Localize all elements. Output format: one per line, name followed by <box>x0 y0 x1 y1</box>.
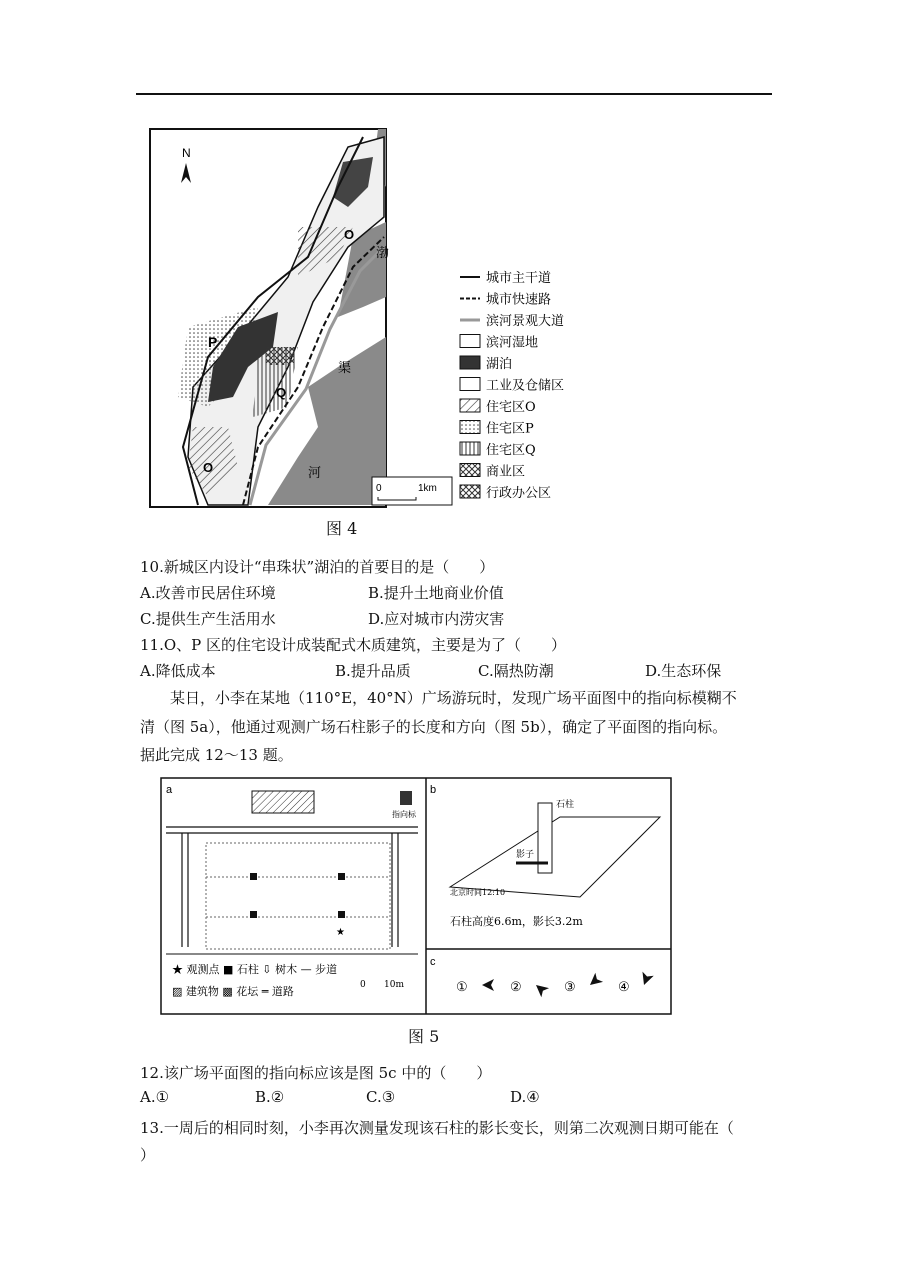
river-label-2: 渠 <box>338 361 352 376</box>
residential-p-icon <box>460 421 480 434</box>
question-10-stem: 10.新城区内设计“串珠状”湖泊的首要目的是（ ） <box>140 558 495 576</box>
q10-option-a: A.改善市民居住环境 <box>140 584 276 602</box>
legend-label: 行政办公区 <box>486 486 552 501</box>
legend-item-residential-q <box>460 442 536 458</box>
q12-option-a: A.① <box>140 1088 170 1106</box>
commercial-icon <box>460 464 480 477</box>
label-o: O <box>344 227 355 242</box>
legend-label: 城市快速路 <box>486 292 552 308</box>
figure-4-map <box>148 127 568 511</box>
legend-item-wetland <box>460 335 538 351</box>
svg-text:北京时间12:10: 北京时间12:10 <box>450 888 506 897</box>
panel-b-label: b <box>430 784 437 796</box>
legend-label: 滨河景观大道 <box>486 314 565 329</box>
question-11-stem: 11.O、P 区的住宅设计成装配式木质建筑，主要是为了（ ） <box>140 636 567 654</box>
svg-text:0: 0 <box>360 980 366 990</box>
legend-item-expressway <box>460 292 551 308</box>
svg-text:石柱: 石柱 <box>556 800 575 810</box>
q11-option-c: C.隔热防潮 <box>478 662 554 680</box>
panel-c-label: c <box>430 956 436 968</box>
figure-5 <box>160 777 672 1015</box>
q10-option-b: B.提升土地商业价值 <box>368 584 504 602</box>
label-q: Q <box>276 385 287 400</box>
q11-option-a: A.降低成本 <box>140 662 216 680</box>
legend-label: 滨河湿地 <box>486 335 539 351</box>
q11-option-d: D.生态环保 <box>645 662 722 680</box>
passage-line-3: 据此完成 12～13 题。 <box>140 746 293 764</box>
svg-text:10m: 10m <box>384 980 404 990</box>
legend-item-commercial <box>460 464 525 480</box>
legend-label: 湖泊 <box>486 357 513 372</box>
passage-line-1: 某日，小李在某地（110°E，40°N）广场游玩时，发现广场平面图中的指向标模糊不 <box>170 689 737 707</box>
question-13-stem-end: ） <box>140 1146 156 1164</box>
legend-label: 商业区 <box>486 464 526 480</box>
legend-row-2: ▨ 建筑物 ▩ 花坛 ═ 道路 <box>172 985 294 998</box>
legend-row-1: ★ 观测点 ■ 石柱 ⇩ 树木 — 步道 <box>172 963 338 976</box>
admin-icon <box>460 485 480 498</box>
legend-label: 住宅区Q <box>486 443 536 458</box>
wetland-icon <box>460 335 480 348</box>
svg-text:1km: 1km <box>418 483 437 494</box>
svg-text:0: 0 <box>376 483 382 494</box>
q11-option-b: B.提升品质 <box>335 662 411 680</box>
observation-point-icon: ★ <box>336 927 345 938</box>
question-12-stem: 12.该广场平面图的指向标应该是图 5c 中的（ ） <box>140 1064 492 1082</box>
legend-item-residential-p <box>460 421 534 437</box>
compass-option-3: ③ <box>564 980 576 995</box>
legend-item-residential-o <box>460 399 536 415</box>
svg-text:N: N <box>182 146 191 160</box>
scale-bar <box>372 477 452 505</box>
legend-label: 城市主干道 <box>486 271 552 286</box>
legend-label: 住宅区P <box>486 421 534 437</box>
legend-label: 住宅区O <box>486 400 536 415</box>
svg-text:影子: 影子 <box>516 850 535 860</box>
legend-item-admin <box>460 485 551 501</box>
legend-item-industry <box>460 378 564 394</box>
q12-option-d: D.④ <box>510 1088 540 1106</box>
figure-4-legend <box>460 271 564 501</box>
measurement-text: 石柱高度6.6m，影长3.2m <box>450 915 583 928</box>
legend-item-riverside-avenue <box>460 313 564 329</box>
label-p: P <box>208 334 218 350</box>
label-o2: O <box>203 460 214 475</box>
compass-option-1: ① <box>456 980 468 995</box>
figure-5-caption: 图 5 <box>408 1027 440 1046</box>
compass-box-icon <box>400 791 412 805</box>
header-rule <box>136 93 772 95</box>
compass-option-2: ② <box>510 980 522 995</box>
q10-option-c: C.提供生产生活用水 <box>140 610 276 628</box>
panel-a-label: a <box>166 784 173 796</box>
river-label-1: 渤 <box>376 246 390 261</box>
industry-icon <box>460 378 480 391</box>
q10-option-d: D.应对城市内涝灾害 <box>368 610 505 628</box>
residential-o-icon <box>460 399 480 412</box>
q12-option-b: B.② <box>255 1088 285 1106</box>
compass-label: 指向标 <box>392 810 416 819</box>
legend-item-main-road <box>460 271 551 286</box>
river-label-3: 河 <box>308 466 322 481</box>
figure-4-caption: 图 4 <box>326 519 358 538</box>
compass-option-4: ④ <box>618 980 630 995</box>
passage-line-2: 清（图 5a），他通过观测广场石柱影子的长度和方向（图 5b），确定了平面图的指向标。 <box>140 718 728 736</box>
q12-option-c: C.③ <box>366 1088 396 1106</box>
residential-q-icon <box>460 442 480 455</box>
legend-label: 工业及仓储区 <box>486 378 565 394</box>
lake-icon <box>460 356 480 369</box>
legend-item-lake <box>460 356 512 372</box>
question-13-stem: 13.一周后的相同时刻，小李再次测量发现该石柱的影长变长，则第二次观测日期可能在（ <box>140 1119 734 1137</box>
